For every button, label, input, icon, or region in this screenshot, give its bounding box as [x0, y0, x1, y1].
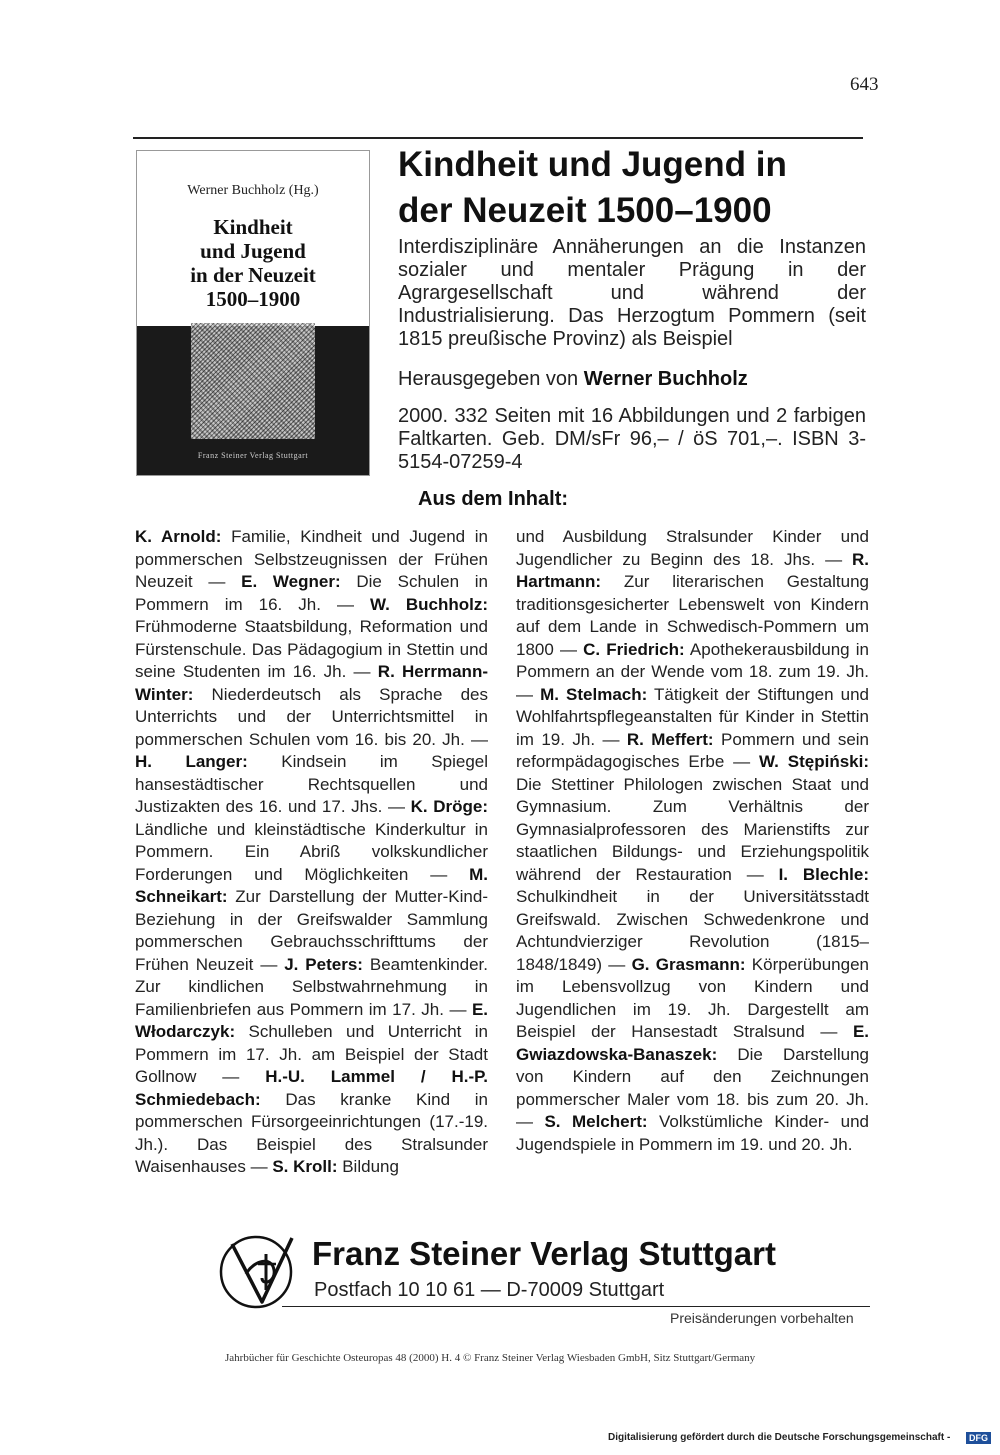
- contents-author: C. Friedrich:: [583, 639, 685, 659]
- cover-title-line: 1500–1900: [205, 287, 301, 311]
- contents-author: E. Gwiazdowska-Banaszek:: [516, 1022, 869, 1064]
- cover-illustration: [191, 323, 315, 439]
- cover-author: Werner Buchholz (Hg.): [187, 183, 319, 198]
- cover-publisher: Franz Steiner Verlag Stuttgart: [197, 451, 309, 460]
- contents-text: Ländliche und kleinstädtische Kinderkultur in Pommern. Ein Abriß volkskundlicher Forderungen und Möglichkeiten —: [135, 819, 488, 884]
- contents-column-left: [135, 526, 488, 1179]
- bottom-rule: [282, 1306, 870, 1307]
- contents-heading: Aus dem Inhalt:: [418, 488, 569, 510]
- contents-author: K. Arnold:: [135, 527, 222, 546]
- contents-text: Volkstümliche Kinder- und Jugendspiele in Pommern im 19. und 20. Jh.: [516, 1112, 869, 1154]
- contents-author: H.-U. Lammel / H.-P. Schmiedebach:: [135, 1067, 488, 1109]
- page-number: 643: [850, 74, 879, 95]
- publisher-name: Franz Steiner Verlag Stuttgart: [312, 1235, 776, 1272]
- contents-text: Familie, Kindheit und Jugend in pommerschen Selbstzeugnissen der Frühen Neuzeit —: [135, 527, 488, 591]
- contents-text: Frühmoderne Staatsbildung, Reformation und Fürstenschule. Das Pädagogium in Stettin und seine Studenten im 16. Jh. —: [135, 617, 488, 681]
- contents-text: Schulkindheit in der Universitätsstadt Greifswald. Zwischen Schwedenkrone und Achtundvierziger Revolution (1815–1848/1849) —: [516, 887, 869, 974]
- journal-footer: Jahrbücher für Geschichte Osteuropas 48 (2000) H. 4 © Franz Steiner Verlag Wiesbaden GmbH, Sitz Stuttgart/Germany: [225, 1352, 756, 1364]
- publisher-address: Postfach 10 10 61 — D-70009 Stuttgart: [314, 1279, 665, 1301]
- editor-name: Werner Buchholz: [583, 368, 748, 390]
- cover-title-line: und Jugend: [200, 239, 306, 263]
- contents-author: I. Blechle:: [778, 864, 869, 884]
- contents-text: Die Stettiner Philologen zwischen Staat und Gymnasium. Zum Verhältnis der Gymnasialprofessoren des Marienstifts zur staatlichen Bildungs- und Erziehungspolitik während der Restauration —: [516, 774, 869, 884]
- contents-author: R. Herrmann-Winter:: [135, 662, 488, 704]
- contents-text: Die Darstellung von Kindern auf den Zeichnungen pommerscher Maler vom 18. bis zum 20. Jh. —: [516, 1044, 869, 1131]
- contents-author: E. Włodarczyk:: [135, 999, 488, 1041]
- contents-text: Zur literarischen Gestaltung traditionsgesicherter Lebenswelt von Kindern auf dem Lande in Schwedisch-Pommern um 1800 —: [516, 572, 869, 659]
- book-title-line: Kindheit und Jugend in: [398, 145, 787, 184]
- price-note: Preisänderungen vorbehalten: [670, 1310, 854, 1326]
- contents-author: S. Melchert:: [544, 1112, 648, 1131]
- contents-author: W. Stępiński:: [759, 752, 870, 771]
- cover-title: [137, 215, 369, 311]
- book-cover: [136, 150, 370, 476]
- contents-author: W. Buchholz:: [369, 594, 488, 614]
- editor-prefix: Herausgegeben von: [398, 368, 584, 390]
- cover-edge-line: [369, 150, 372, 476]
- bibliographic-info: 2000. 332 Seiten mit 16 Abbildungen und 2 farbigen Faltkarten. Geb. DM/sFr 96,– / öS 701,–. ISBN 3-5154-07259-4: [398, 405, 866, 473]
- top-rule: [133, 137, 863, 139]
- contents-author: H. Langer:: [135, 752, 248, 771]
- contents-author: S. Kroll:: [272, 1157, 338, 1176]
- digitization-note: Digitalisierung gefördert durch die Deutsche Forschungsgemeinschaft -: [608, 1432, 951, 1443]
- contents-text: Bildung: [337, 1157, 399, 1176]
- publisher-logo-icon: [216, 1230, 300, 1310]
- cover-title-line: in der Neuzeit: [190, 263, 316, 287]
- contents-text: und Ausbildung Stralsunder Kinder und Jugendlicher zu Beginn des 18. Jhs. —: [516, 527, 869, 569]
- book-subtitle: Interdisziplinäre Annäherungen an die Instanzen sozialer und mentaler Prägung in der Agrargesellschaft und während der Industrialisierung. Das Herzogtum Pommern (seit 1815 preußische Provinz) als Beispiel: [398, 236, 866, 350]
- contents-author: M. Schneikart:: [135, 864, 488, 906]
- book-title: [398, 142, 868, 234]
- contents-text: Zur Darstellung der Mutter-Kind-Beziehung in der Greifswalder Sammlung pommerschen Gebrauchsschrifttums der Frühen Neuzeit —: [135, 887, 488, 974]
- contents-author: J. Peters:: [284, 954, 363, 974]
- cover-title-line: Kindheit: [213, 215, 293, 239]
- contents-author: M. Stelmach:: [540, 684, 648, 704]
- contents-text: Apothekerausbildung in Pommern an der Wende vom 18. zum 19. Jh. —: [516, 639, 870, 704]
- contents-author: G. Grasmann:: [631, 954, 746, 974]
- contents-text: Kindsein im Spiegel hansestädtischer Rechtsquellen und Justizakten des 16. und 17. Jhs. —: [135, 752, 489, 816]
- contents-text: Beamtenkinder. Zur kindlichen Selbstwahrnehmung in Familienbriefen aus Pommern im 17. Jh. —: [135, 954, 488, 1019]
- contents-column-right: [516, 526, 869, 1156]
- contents-author: E. Wegner:: [241, 572, 341, 591]
- contents-text: Die Schulen in Pommern im 16. Jh. —: [135, 572, 489, 614]
- dfg-logo-icon: DFG: [966, 1432, 991, 1444]
- contents-text: Das kranke Kind in pommerschen Fürsorgeeinrichtungen (17.-19. Jh.). Das Beispiel des Stralsunder Waisenhauses —: [135, 1089, 488, 1176]
- contents-author: R. Meffert:: [626, 729, 714, 749]
- contents-text: Körperübungen im Lebensvollzug von Kindern und Jugendlichen im 19. Jh. Dargestellt am Beispiel der Hansestadt Stralsund —: [516, 954, 870, 1041]
- contents-text: Pommern und sein reformpädagogisches Erbe —: [516, 729, 870, 771]
- contents-author: K. Dröge:: [410, 797, 489, 816]
- contents-text: Tätigkeit der Stiftungen und Wohlfahrtspflegeanstalten für Kinder in Stettin im 19. Jh. —: [516, 684, 869, 749]
- contents-text: Schulleben und Unterricht in Pommern im 17. Jh. am Beispiel der Stadt Gollnow —: [135, 1022, 488, 1086]
- contents-text: Niederdeutsch als Sprache des Unterrichts und der Unterrichtsmittel in pommerschen Schulen vom 16. bis 20. Jh. —: [135, 684, 488, 749]
- editor-line: [398, 368, 748, 391]
- book-title-line: der Neuzeit 1500–1900: [398, 191, 772, 230]
- contents-author: R. Hartmann:: [516, 549, 869, 591]
